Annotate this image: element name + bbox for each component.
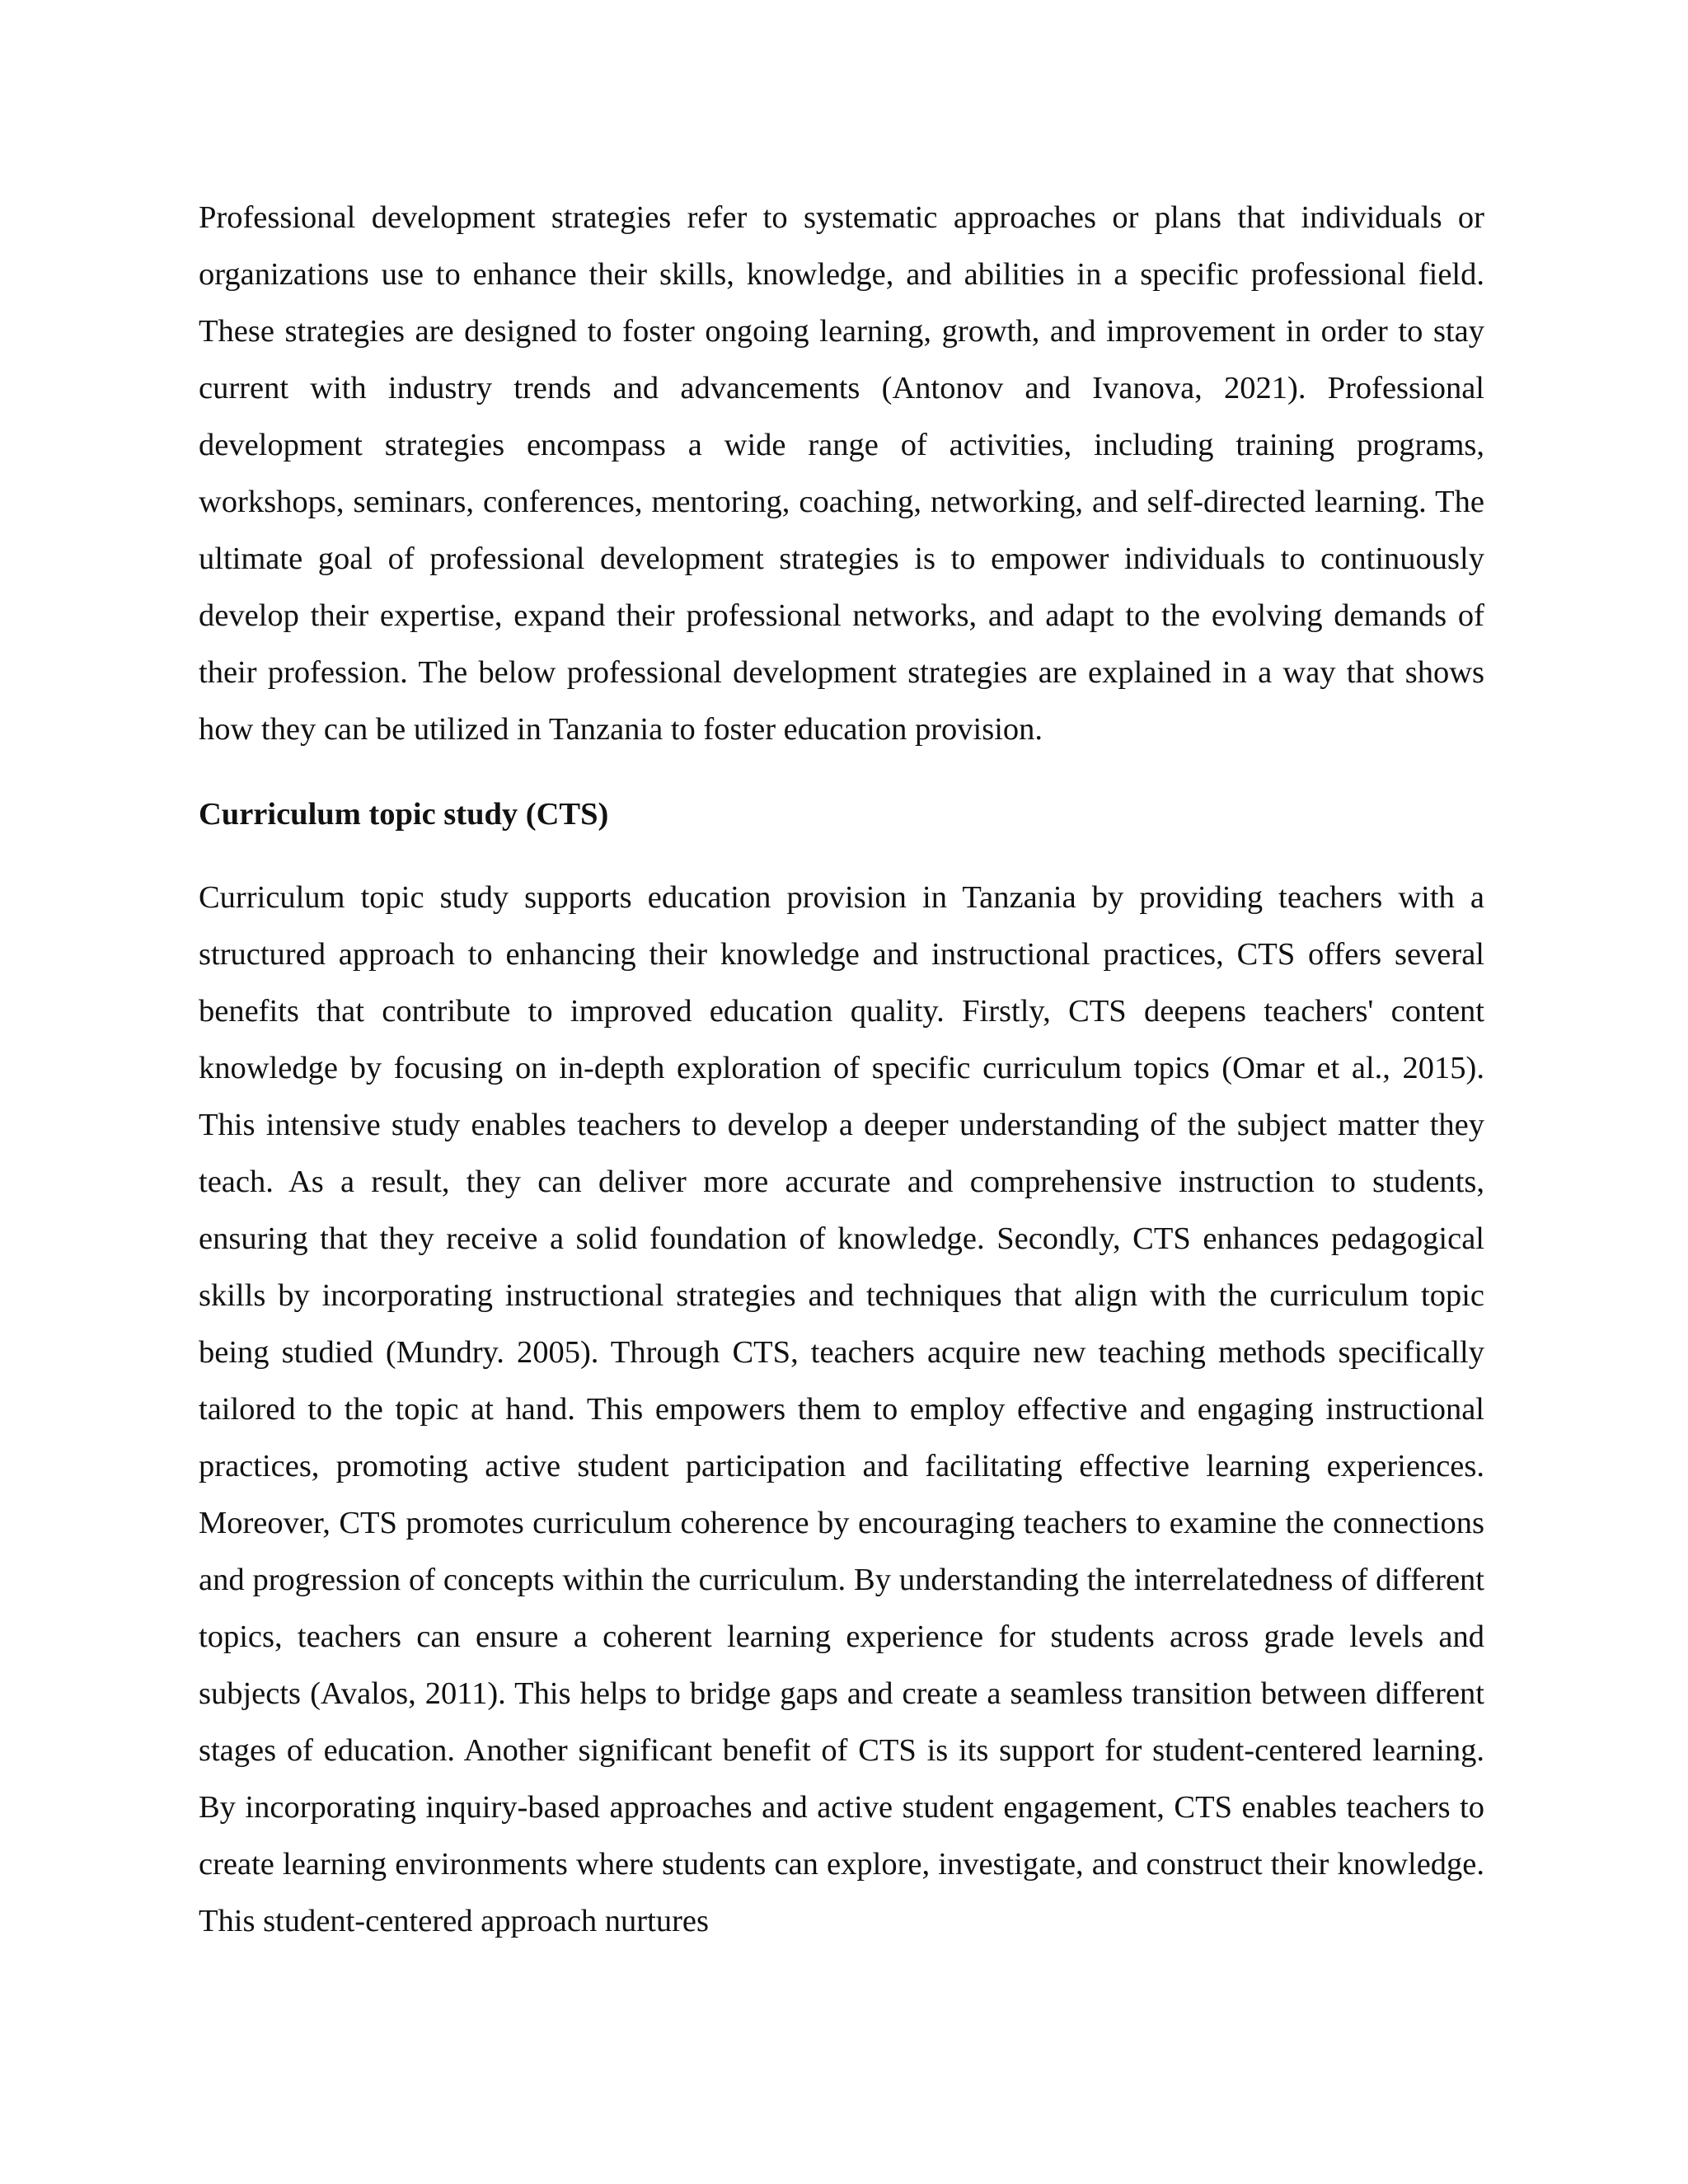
intro-paragraph: Professional development strategies refer to systematic approaches or plans that individuals or organizations use to enhance their skills, knowledge, and abilities in a specific professional field. These strategies are designed to foster ongoing learning, growth, and improvement in order to stay current with industry trends and advancements (Antonov and Ivanova, 2021). Professional development strategies encompass a wide range of activities, including training programs, workshops, seminars, conferences, mentoring, coaching, networking, and self-directed learning. The ultimate goal of professional development strategies is to empower individuals to continuously develop their expertise, expand their professional networks, and adapt to the evolving demands of their profession. The below professional development strategies are explained in a way that shows how they can be utilized in Tanzania to foster education provision. — [199, 200, 1484, 747]
section-heading: Curriculum topic study (CTS) — [199, 797, 609, 832]
document-body — [199, 190, 1484, 1950]
section-paragraph: Curriculum topic study supports education provision in Tanzania by providing teachers with a structured approach to enhancing their knowledge and instructional practices, CTS offers several benefits that contribute to improved education quality. Firstly, CTS deepens teachers' content knowledge by focusing on in-depth exploration of specific curriculum topics (Omar et al., 2015). This intensive study enables teachers to develop a deeper understanding of the subject matter they teach. As a result, they can deliver more accurate and comprehensive instruction to students, ensuring that they receive a solid foundation of knowledge. Secondly, CTS enhances pedagogical skills by incorporating instructional strategies and techniques that align with the curriculum topic being studied (Mundry. 2005). Through CTS, teachers acquire new teaching methods specifically tailored to the topic at hand. This empowers them to employ effective and engaging instructional practices, promoting active student participation and facilitating effective learning experiences. Moreover, CTS promotes curriculum coherence by encouraging teachers to examine the connections and progression of concepts within the curriculum. By understanding the interrelatedness of different topics, teachers can ensure a coherent learning experience for students across grade levels and subjects (Avalos, 2011). This helps to bridge gaps and create a seamless transition between different stages of education. Another significant benefit of CTS is its support for student-centered learning. By incorporating inquiry-based approaches and active student engagement, CTS enables teachers to create learning environments where students can explore, investigate, and construct their knowledge. This student-centered approach nurtures — [199, 880, 1484, 1938]
